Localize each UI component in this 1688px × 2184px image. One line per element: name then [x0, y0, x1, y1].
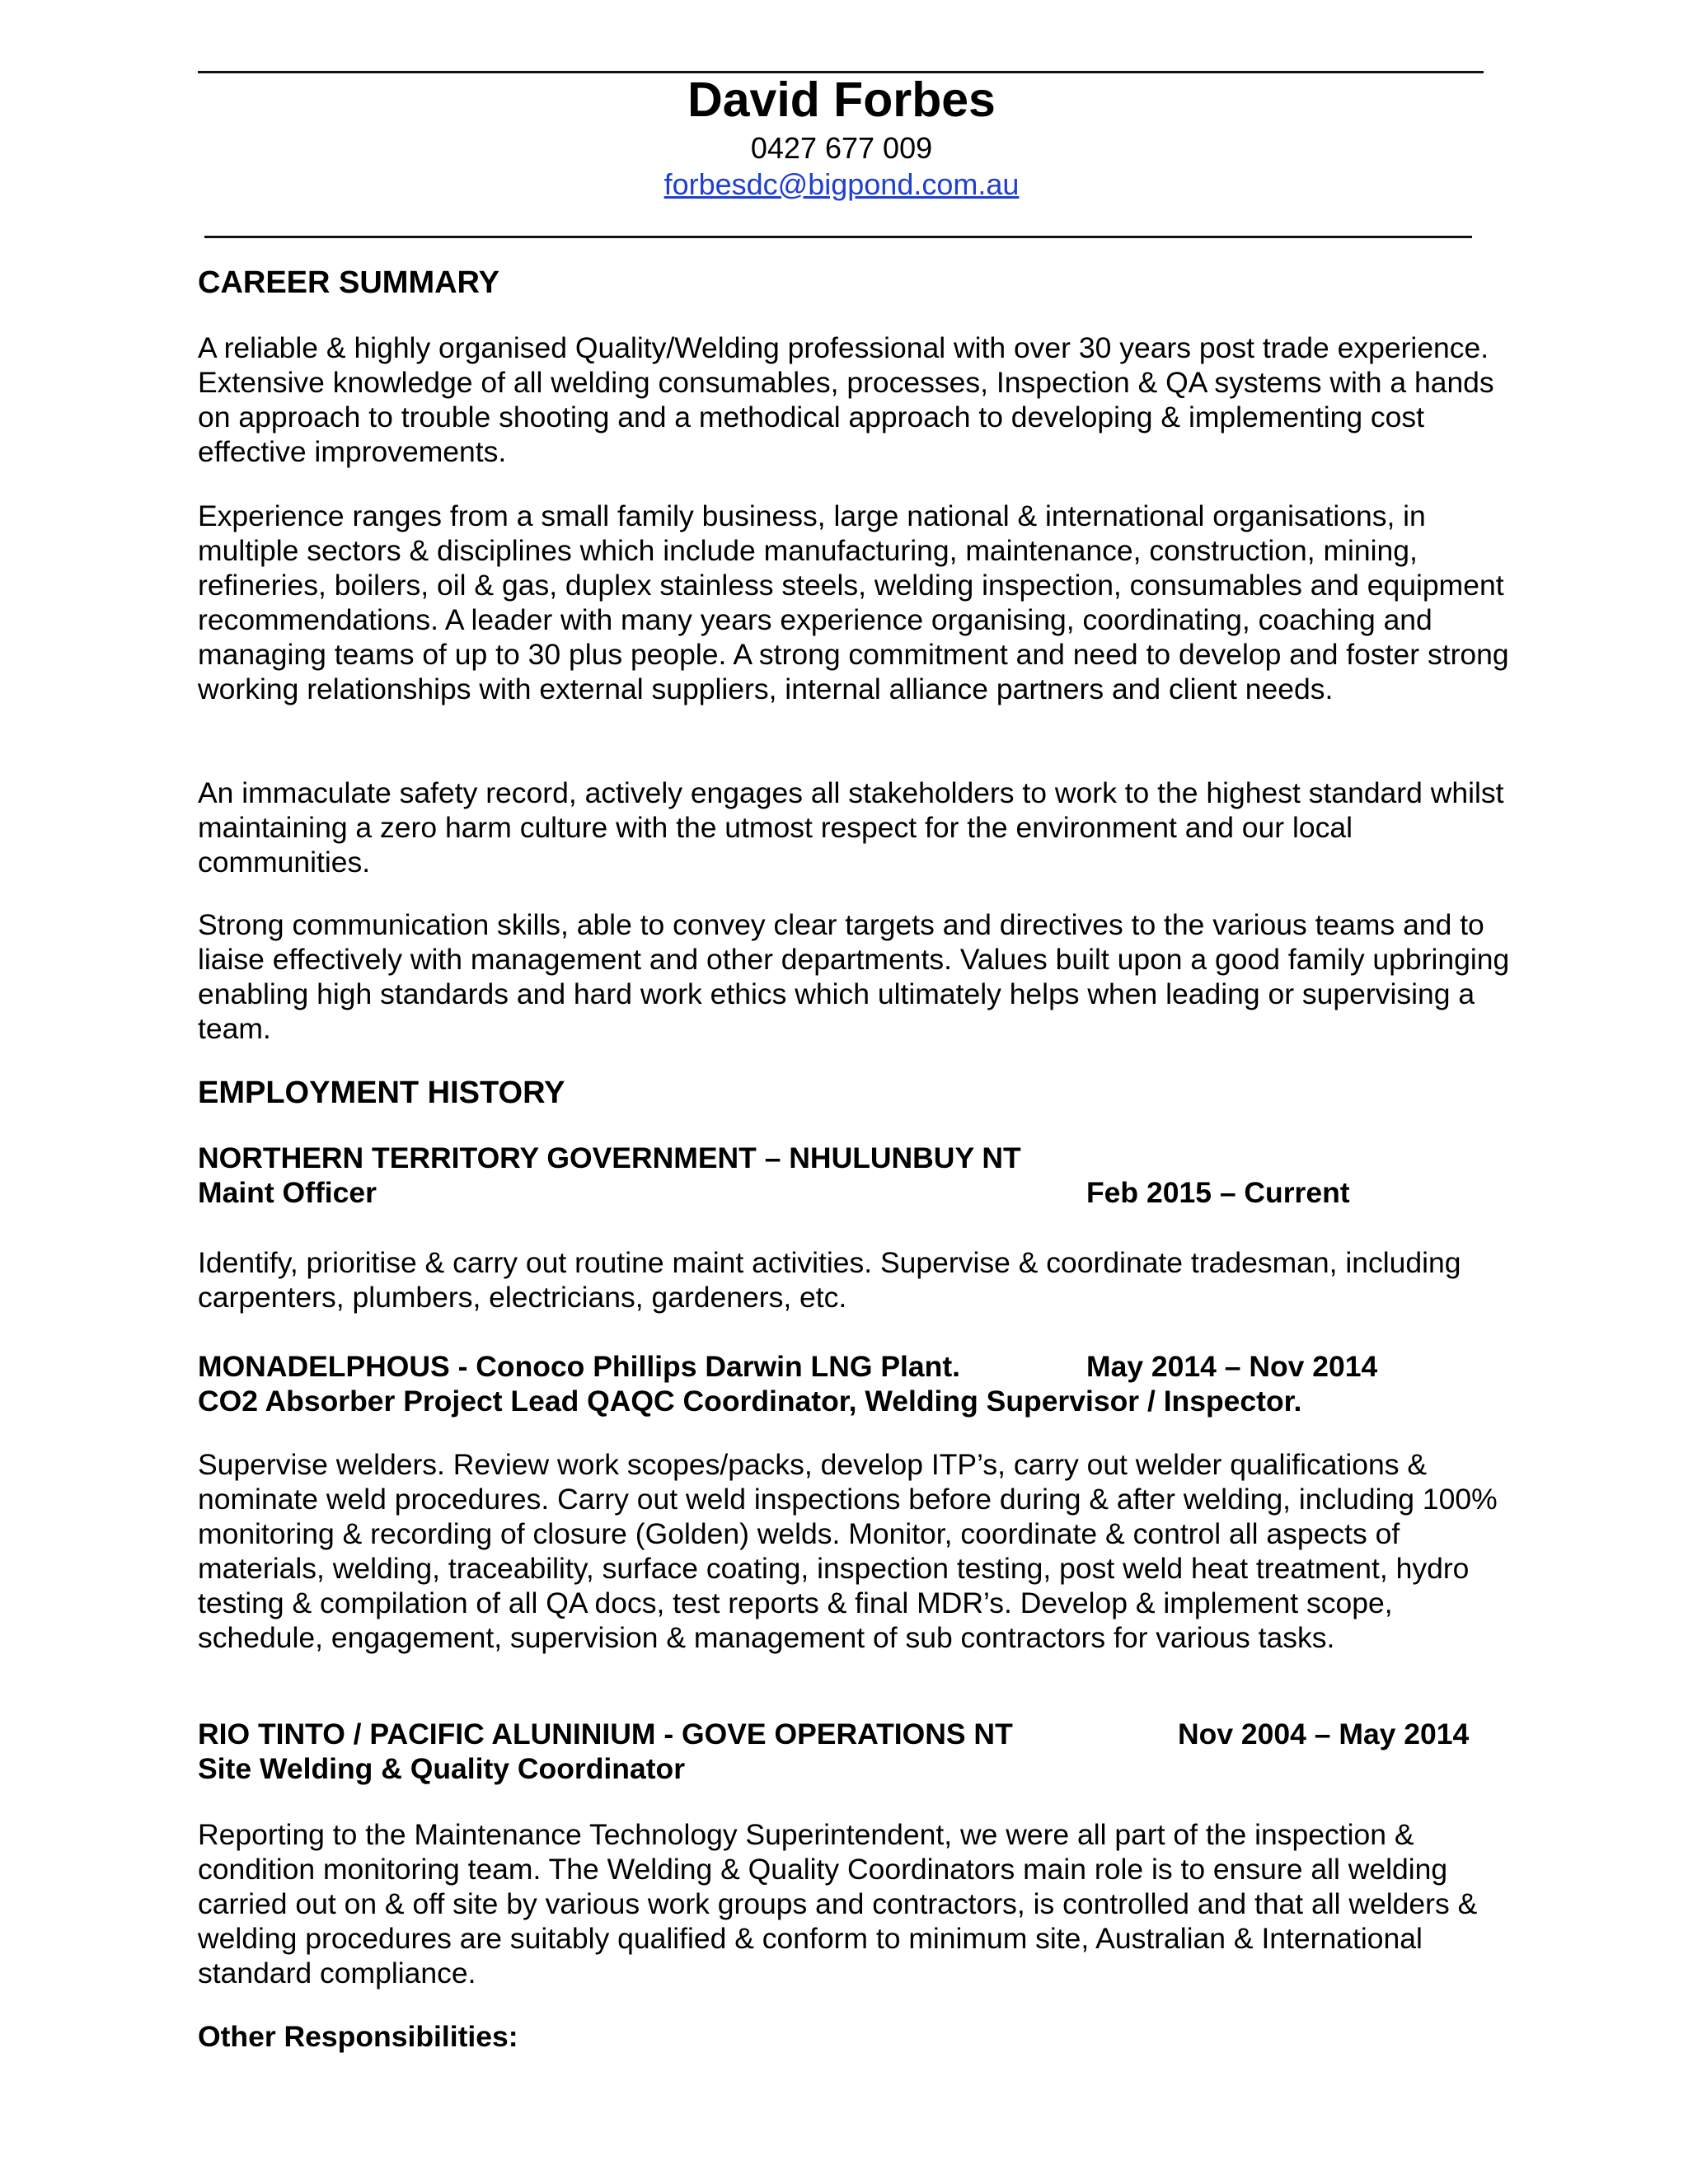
employment-history-heading: EMPLOYMENT HISTORY [198, 1076, 565, 1110]
job-2-employer: MONADELPHOUS - Conoco Phillips Darwin LNG Plant. [198, 1350, 961, 1383]
career-summary-heading: CAREER SUMMARY [198, 265, 499, 300]
job-1-employer: NORTHERN TERRITORY GOVERNMENT – NHULUNBUY NT [198, 1141, 1021, 1174]
job-1-dates: Feb 2015 – Current [1086, 1176, 1350, 1209]
job-3-description: Reporting to the Maintenance Technology Superintendent, we were all part of the inspection & condition monitoring team. The Welding & Quality Coordinators main role is to ensure all welding carried out on & off site by various work groups and contractors, is controlled and that all welders & welding procedures are suitably qualified & conform to minimum site, Australian & International standard compliance. [198, 1818, 1478, 1990]
job-3-dates: Nov 2004 – May 2014 [1178, 1718, 1470, 1750]
other-responsibilities-heading: Other Responsibilities: [198, 2020, 518, 2053]
email-link[interactable]: forbesdc@bigpond.com.au [663, 167, 1020, 201]
job-1-title: Maint Officer [198, 1176, 377, 1209]
job-2-dates: May 2014 – Nov 2014 [1086, 1350, 1378, 1383]
job-3-title: Site Welding & Quality Coordinator [198, 1752, 686, 1785]
candidate-name: David Forbes [687, 73, 996, 127]
summary-paragraph-2: Experience ranges from a small family business, large national & international organisations, in multiple sectors & disciplines which include manufacturing, maintenance, construction, mining, refineries, boilers, oil & gas, duplex stainless steels, welding inspection, consumables and equipment recommendations. A leader with many years experience organising, coordinating, coaching and managing teams of up to 30 plus people. A strong commitment and need to develop and foster strong working relationships with external suppliers, internal alliance partners and client needs. [198, 499, 1509, 705]
summary-paragraph-1: A reliable & highly organised Quality/Welding professional with over 30 years post trade experience. Extensive knowledge of all welding consumables, processes, Inspection & QA systems with a hands on approach to trouble shooting and a methodical approach to developing & implementing cost effective improvements. [198, 331, 1494, 468]
phone-number: 0427 677 009 [750, 131, 933, 165]
job-2-description: Supervise welders. Review work scopes/packs, develop ITP’s, carry out welder qualifications & nominate weld procedures. Carry out weld inspections before during & after welding, including 100% monitoring & recording of closure (Golden) welds. Monitor, coordinate & control all aspects of materials, welding, traceability, surface coating, inspection testing, post weld heat treatment, hydro testing & compilation of all QA docs, test reports & final MDR’s. Develop & implement scope, schedule, engagement, supervision & management of sub contractors for various tasks. [198, 1448, 1498, 1654]
summary-paragraph-4: Strong communication skills, able to convey clear targets and directives to the various teams and to liaise effectively with management and other departments. Values built upon a good family upbringing enabling high standards and hard work ethics which ultimately helps when leading or supervising a team. [198, 908, 1510, 1045]
summary-paragraph-3: An immaculate safety record, actively engages all stakeholders to work to the highest standard whilst maintaining a zero harm culture with the utmost respect for the environment and our local communities. [198, 776, 1504, 879]
job-1-description: Identify, prioritise & carry out routine maint activities. Supervise & coordinate tradesman, including carpenters, plumbers, electricians, gardeners, etc. [198, 1246, 1461, 1314]
job-3-employer: RIO TINTO / PACIFIC ALUNINIUM - GOVE OPERATIONS NT [198, 1718, 1013, 1750]
job-2-title: CO2 Absorber Project Lead QAQC Coordinator, Welding Supervisor / Inspector. [198, 1385, 1302, 1418]
header-bottom-rule [204, 236, 1472, 238]
